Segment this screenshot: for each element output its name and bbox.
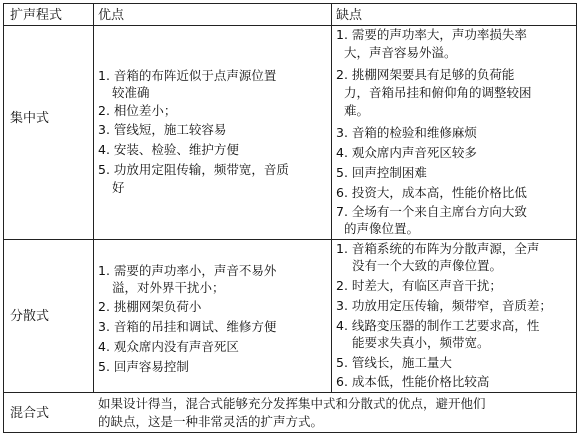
con-item: 4. 线路变压器的制作工艺要求高，性: [336, 318, 540, 333]
row-label-hybrid: 混合式: [10, 406, 50, 421]
row-divider: [4, 392, 576, 393]
header-pros: 优点: [98, 8, 125, 23]
row-divider: [4, 239, 576, 240]
pro-item: 4. 观众席内没有声音死区: [98, 339, 239, 354]
con-item: 6. 成本低，性能价格比较高: [336, 374, 490, 389]
pro-item: 1. 需要的声功率小，声音不易外: [98, 263, 277, 278]
con-item: 1. 音箱系统的布阵为分散声源，全声: [336, 241, 540, 256]
con-item: 1. 需要的声功率大，声功率损失率: [336, 27, 527, 42]
hybrid-description-line: 的缺点，这是一种非常灵活的扩声方式。: [98, 414, 324, 429]
column-divider: [93, 4, 94, 392]
row-label-centralized: 集中式: [10, 111, 50, 126]
header-mode: 扩声程式: [10, 8, 63, 23]
con-item: 没有一个大致的声像位置。: [352, 258, 503, 273]
con-item: 的声像位置。: [344, 221, 420, 236]
row-label-distributed: 分散式: [10, 309, 50, 324]
row-divider: [4, 25, 576, 26]
con-item: 6. 投资大，成本高，性能价格比低: [336, 185, 527, 200]
pro-item: 3. 音箱的吊挂和调试、维修方便: [98, 319, 277, 334]
con-item: 3. 功放用定压传输，频带窄，音质差；: [336, 298, 552, 313]
column-divider: [331, 4, 332, 392]
pro-item: 好: [112, 180, 125, 195]
con-item: 4. 观众席内声音死区较多: [336, 145, 477, 160]
pro-item: 5. 功放用定阻传输，频带宽，音质: [98, 162, 289, 177]
con-item: 5. 回声控制困难: [336, 165, 427, 180]
con-item: 难。: [344, 103, 370, 118]
pro-item: 2. 相位差小；: [98, 103, 177, 118]
con-item: 7. 全场有一个来自主席台方向大致: [336, 204, 527, 219]
hybrid-description-line: 如果设计得当，混合式能够充分发挥集中式和分散式的优点，避开他们: [98, 396, 486, 411]
pro-item: 较准确: [112, 85, 150, 100]
con-item: 大，声音容易外溢。: [344, 45, 457, 60]
con-item: 2. 挑棚网架要具有足够的负荷能: [336, 67, 515, 82]
pro-item: 1. 音箱的布阵近似于点声源位置: [98, 68, 277, 83]
pro-item: 5. 回声容易控制: [98, 359, 189, 374]
con-item: 能要求失真小，频带宽。: [352, 335, 490, 350]
con-item: 3. 音箱的检验和维修麻烦: [336, 125, 477, 140]
con-item: 力，音箱吊挂和俯仰角的调整较困: [344, 85, 532, 100]
con-item: 2. 时差大，有临区声音干扰；: [336, 278, 502, 293]
comparison-table: [3, 3, 577, 433]
pro-item: 3. 管线短，施工较容易: [98, 122, 227, 137]
header-cons: 缺点: [336, 8, 363, 23]
pro-item: 4. 安装、检验、维护方便: [98, 142, 239, 157]
con-item: 5. 管线长，施工量大: [336, 355, 452, 370]
pro-item: 2. 挑棚网架负荷小: [98, 299, 202, 314]
pro-item: 溢，对外界干扰小；: [112, 280, 225, 295]
